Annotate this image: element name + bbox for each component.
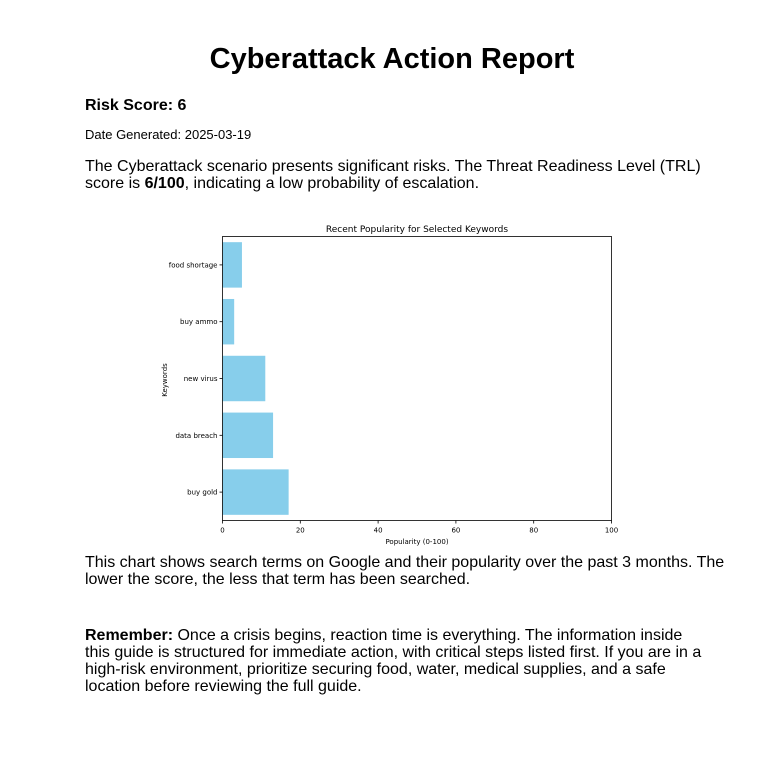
y-tick-label-new-virus: new virus [183,375,218,383]
x-tick-label-80: 80 [529,526,539,535]
report-title: Cyberattack Action Report [209,43,575,75]
x-tick-label-20: 20 [295,526,305,535]
bar-food-shortage [223,242,242,287]
x-tick-label-40: 40 [373,526,383,535]
date-generated: Date Generated: 2025-03-19 [85,127,252,142]
remember-label: Remember: [85,627,174,644]
bar-buy-gold [223,469,289,514]
remember-paragraph [85,627,705,695]
y-tick-label-buy-gold: buy gold [187,488,218,497]
chart-explanation: This chart shows search terms on Google and their popularity over the past 3 months. The lower the score, the less that term has been searched. [85,554,725,588]
trl-score: 6/100 [144,175,185,192]
bar-data-breach [223,413,274,458]
risk-score: Risk Score: 6 [85,97,187,114]
bar-buy-ammo [223,299,235,344]
remember-text: Once a crisis begins, reaction time is everything. The information inside this guide is structured for immediate action, with critical steps listed first. If you are in a high-risk environment, prioritize securing food, water, medical supplies, and a safe location before reviewing the full guide. [85,627,702,695]
x-tick-label-100: 100 [604,526,619,535]
chart-x-axis-label: Popularity (0-100) [385,538,449,546]
x-tick-label-0: 0 [220,526,225,535]
intro-text-end: , indicating a low probability of escalation. [184,175,480,192]
bar-new-virus [223,356,266,401]
x-tick-label-60: 60 [451,526,461,535]
chart-title: Recent Popularity for Selected Keywords [325,225,509,235]
chart-y-axis-label: Keywords [161,363,169,397]
y-tick-label-data-breach: data breach [175,431,218,440]
y-tick-label-buy-ammo: buy ammo [180,318,218,327]
intro-text-start: The Cyberattack scenario presents significant risks. The Threat Readiness Level (TRL) score is [85,158,701,192]
y-tick-label-food-shortage: food shortage [168,261,218,270]
